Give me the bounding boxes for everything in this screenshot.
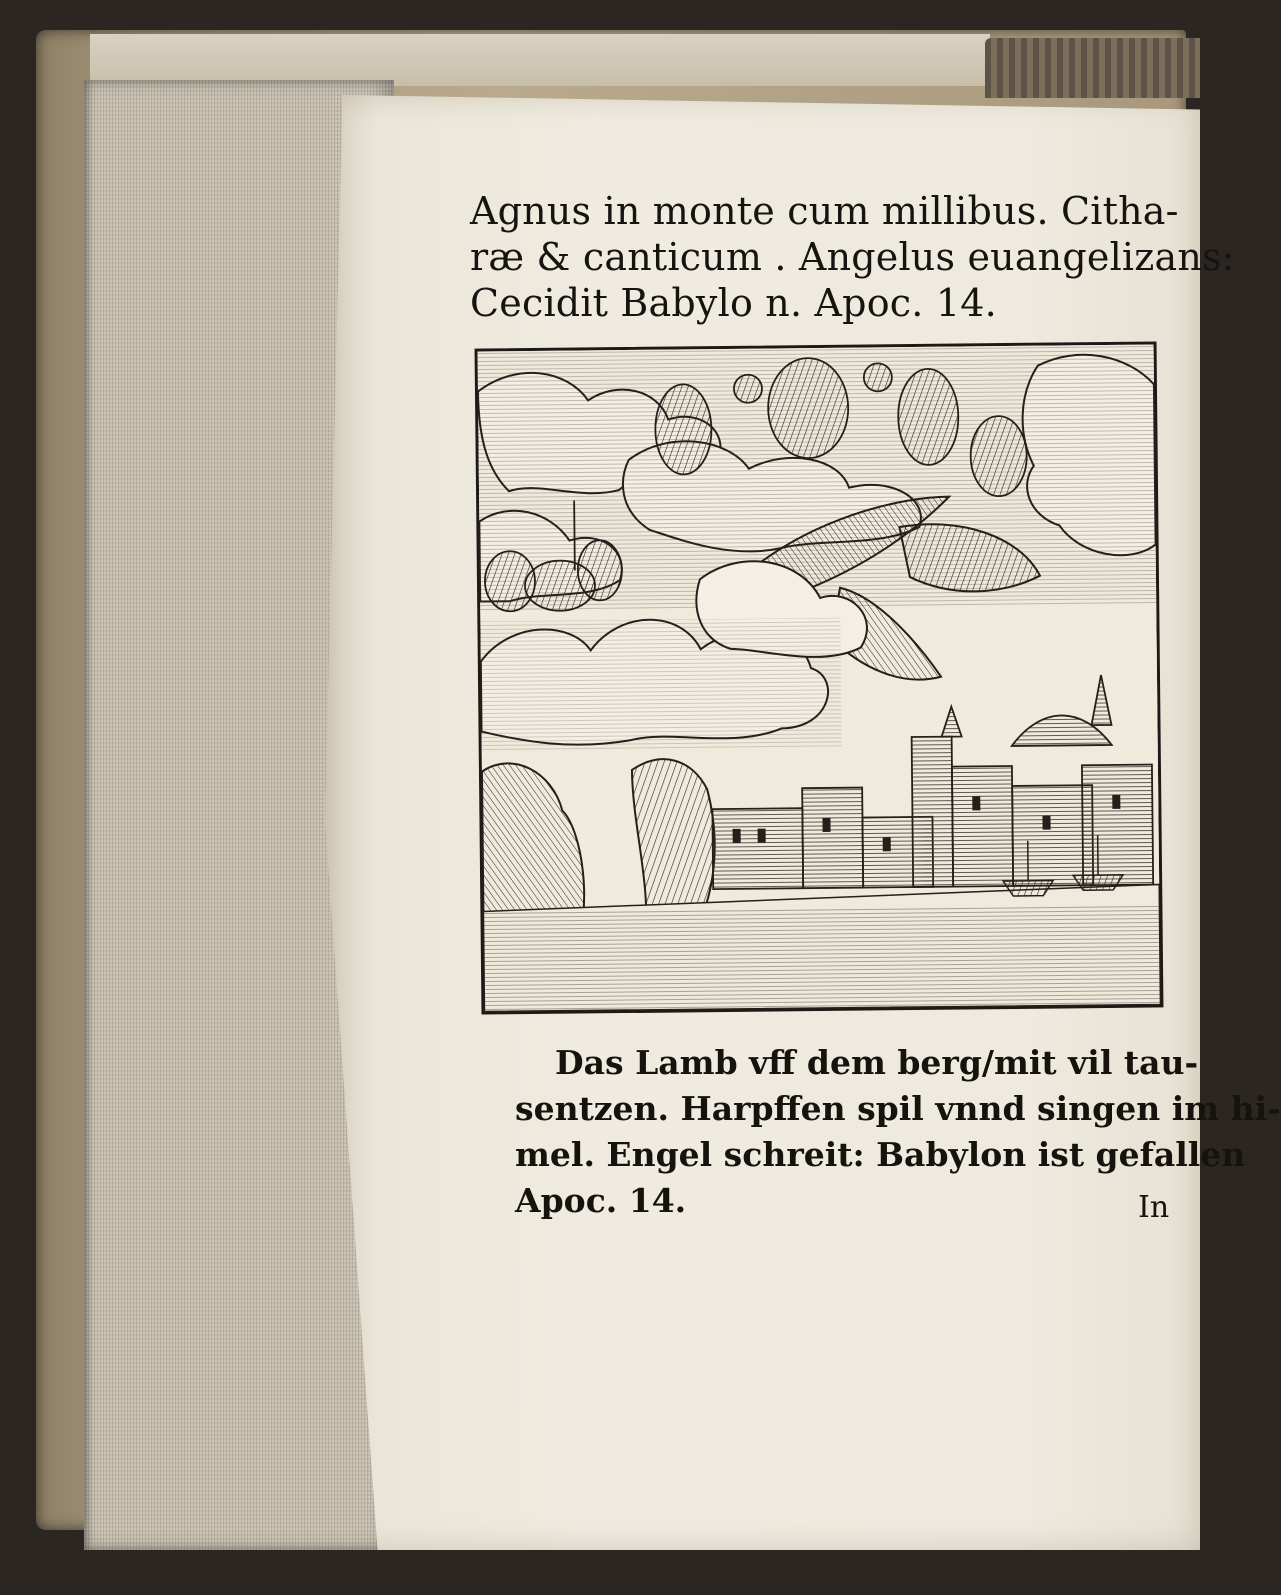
latin-line: ræ & canticum . Angelus euangelizans: [470,235,1235,279]
german-line: sentzen. Harpffen spil vnnd singen im hi- [515,1089,1281,1128]
headband [985,38,1200,98]
latin-line: Agnus in monte cum millibus. Citha- [470,189,1179,233]
german-caption [515,1040,1281,1224]
cover-top-edge [90,34,990,86]
woodcut-drawing [478,344,1161,1011]
german-line: Apoc. 14. [515,1181,687,1220]
catchword: In [1138,1190,1170,1225]
german-line: Das Lamb vff dem berg/mit vil tau- [555,1043,1199,1082]
german-line: mel. Engel schreit: Babylon ist gefallen [515,1135,1246,1174]
latin-line: Cecidit Babylo n. Apoc. 14. [470,281,997,325]
latin-caption [470,188,1235,326]
woodcut-illustration [475,341,1164,1014]
